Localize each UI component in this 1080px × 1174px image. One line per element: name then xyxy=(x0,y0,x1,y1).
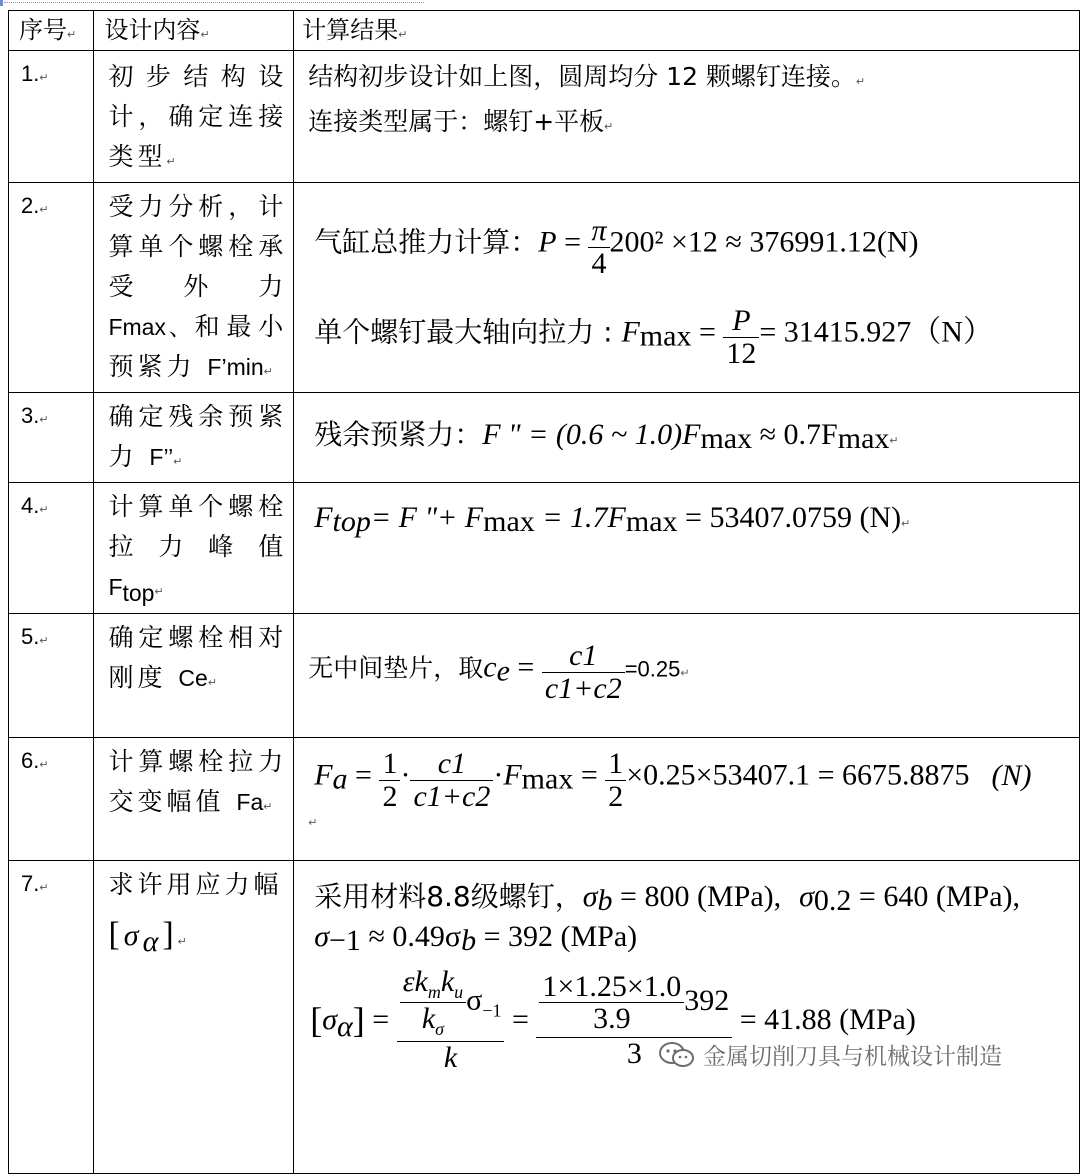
table-row xyxy=(9,51,1080,183)
equation-max-axial-force: 单个螺钉最大轴向拉力 : $F_{max}$ = $\frac{P}{12}$ = 31415.927（N） xyxy=(314,304,993,370)
table-header-row xyxy=(9,11,1080,51)
equation-material: 采用材料8.8级螺钉，$\sigma_b = 800$ (MPa), $\sigma_{0.2} = 640$ (MPa), xyxy=(314,880,1020,918)
result-cell xyxy=(294,51,1080,183)
equation-allowable-stress-amplitude: [ σ α ] = $\frac{\varepsilon k_mk_u}{k_\sigma}$ $\sigma_{-1}$ k = $\frac{1\times 1.25\times 1.0}{3.9}$ 392 3 = 41.88 (MPa) xyxy=(310,965,916,1075)
header-result: 计算结果↵ xyxy=(294,11,1080,51)
design-content: 计算螺栓拉力交变幅值 Fa↵ xyxy=(94,738,294,861)
result-cell xyxy=(294,483,1080,614)
result-cell: $F_a$ = $\frac{1}{2}$ · $\frac{c1}{c1+c2}$ $\cdot F_{max}$ = $\frac{1}{2}$ ×0.25×53407.1 = 6675.8875 (N) ↵ xyxy=(294,738,1080,861)
equation-stiffness: 无中间垫片，取$c_e$ = $\frac{c1}{c1+c2}$ =0.25↵ xyxy=(308,639,690,705)
watermark xyxy=(657,1038,1002,1071)
result-cell xyxy=(294,183,1080,393)
design-content: 受力分析，计算单个螺栓承受外力 Fmax、和最小预紧力 F’min↵ xyxy=(94,183,294,393)
design-symbol: $[\sigma_\alpha]↵$ xyxy=(108,916,187,958)
row-number: 7.↵ xyxy=(9,861,94,1174)
table-row xyxy=(9,614,1080,738)
page-top-rule xyxy=(0,0,1080,6)
equation-total-thrust: 气缸总推力计算：P = $\frac{\pi}{4}$ 200² ×12 ≈ 376991.12(N) xyxy=(314,214,919,280)
result-text-line: 连接类型属于：螺钉+平板↵ xyxy=(308,107,614,136)
design-content: 求许用应力幅 $[\sigma_\alpha]↵$ xyxy=(94,861,294,1174)
equation-peak-force: $F_{top}= F$ "+ $F_{max} = 1.7F_{max} = 53407.0759$ (N)↵ xyxy=(314,501,911,539)
result-cell xyxy=(294,393,1080,483)
dotted-rule xyxy=(4,2,424,3)
row-number: 1.↵ xyxy=(9,51,94,183)
equation-residual-preload: 残余预紧力：F " = (0.6 ~ $1.0)F_{max}$ ≈ $0.7F_{max}↵$ xyxy=(314,418,899,456)
equation-fatigue-limit: $\sigma_{-1} \approx 0.49\sigma_b = 392$ (MPa) xyxy=(314,920,638,958)
row-number: 6.↵ xyxy=(9,738,94,861)
equation-alternating-amplitude: $F_a$ = $\frac{1}{2}$ · $\frac{c1}{c1+c2}$ $\cdot F_{max}$ = $\frac{1}{2}$ ×0.25×53407.1 = 6675.8875 (N) xyxy=(314,747,1032,813)
calculation-table xyxy=(8,10,1080,1174)
header-index: 序号↵ xyxy=(9,11,94,51)
row-number: 4.↵ xyxy=(9,483,94,614)
wechat-logo-icon xyxy=(657,1040,697,1070)
cursor-marker xyxy=(0,0,3,6)
watermark-text: 金属切削刀具与机械设计制造 xyxy=(703,1044,1002,1070)
design-content: 计算单个螺栓拉力峰值 $F_{top}↵$ xyxy=(94,483,294,614)
header-design: 设计内容↵ xyxy=(94,11,294,51)
row-number: 5.↵ xyxy=(9,614,94,738)
result-cell xyxy=(294,861,1080,1174)
design-content: 确定螺栓相对刚度 Ce↵ xyxy=(94,614,294,738)
table-row xyxy=(9,393,1080,483)
design-content: 确定残余预紧力 F’’↵ xyxy=(94,393,294,483)
row-number: 3.↵ xyxy=(9,393,94,483)
result-text-line: 结构初步设计如上图，圆周均分 12 颗螺钉连接。↵ xyxy=(308,62,866,91)
result-cell xyxy=(294,614,1080,738)
table-row xyxy=(9,861,1080,1174)
table-row xyxy=(9,183,1080,393)
table-row xyxy=(9,483,1080,614)
design-content: 初步结构设计，确定连接类型↵ xyxy=(94,51,294,183)
row-number: 2.↵ xyxy=(9,183,94,393)
table-row xyxy=(9,738,1080,861)
